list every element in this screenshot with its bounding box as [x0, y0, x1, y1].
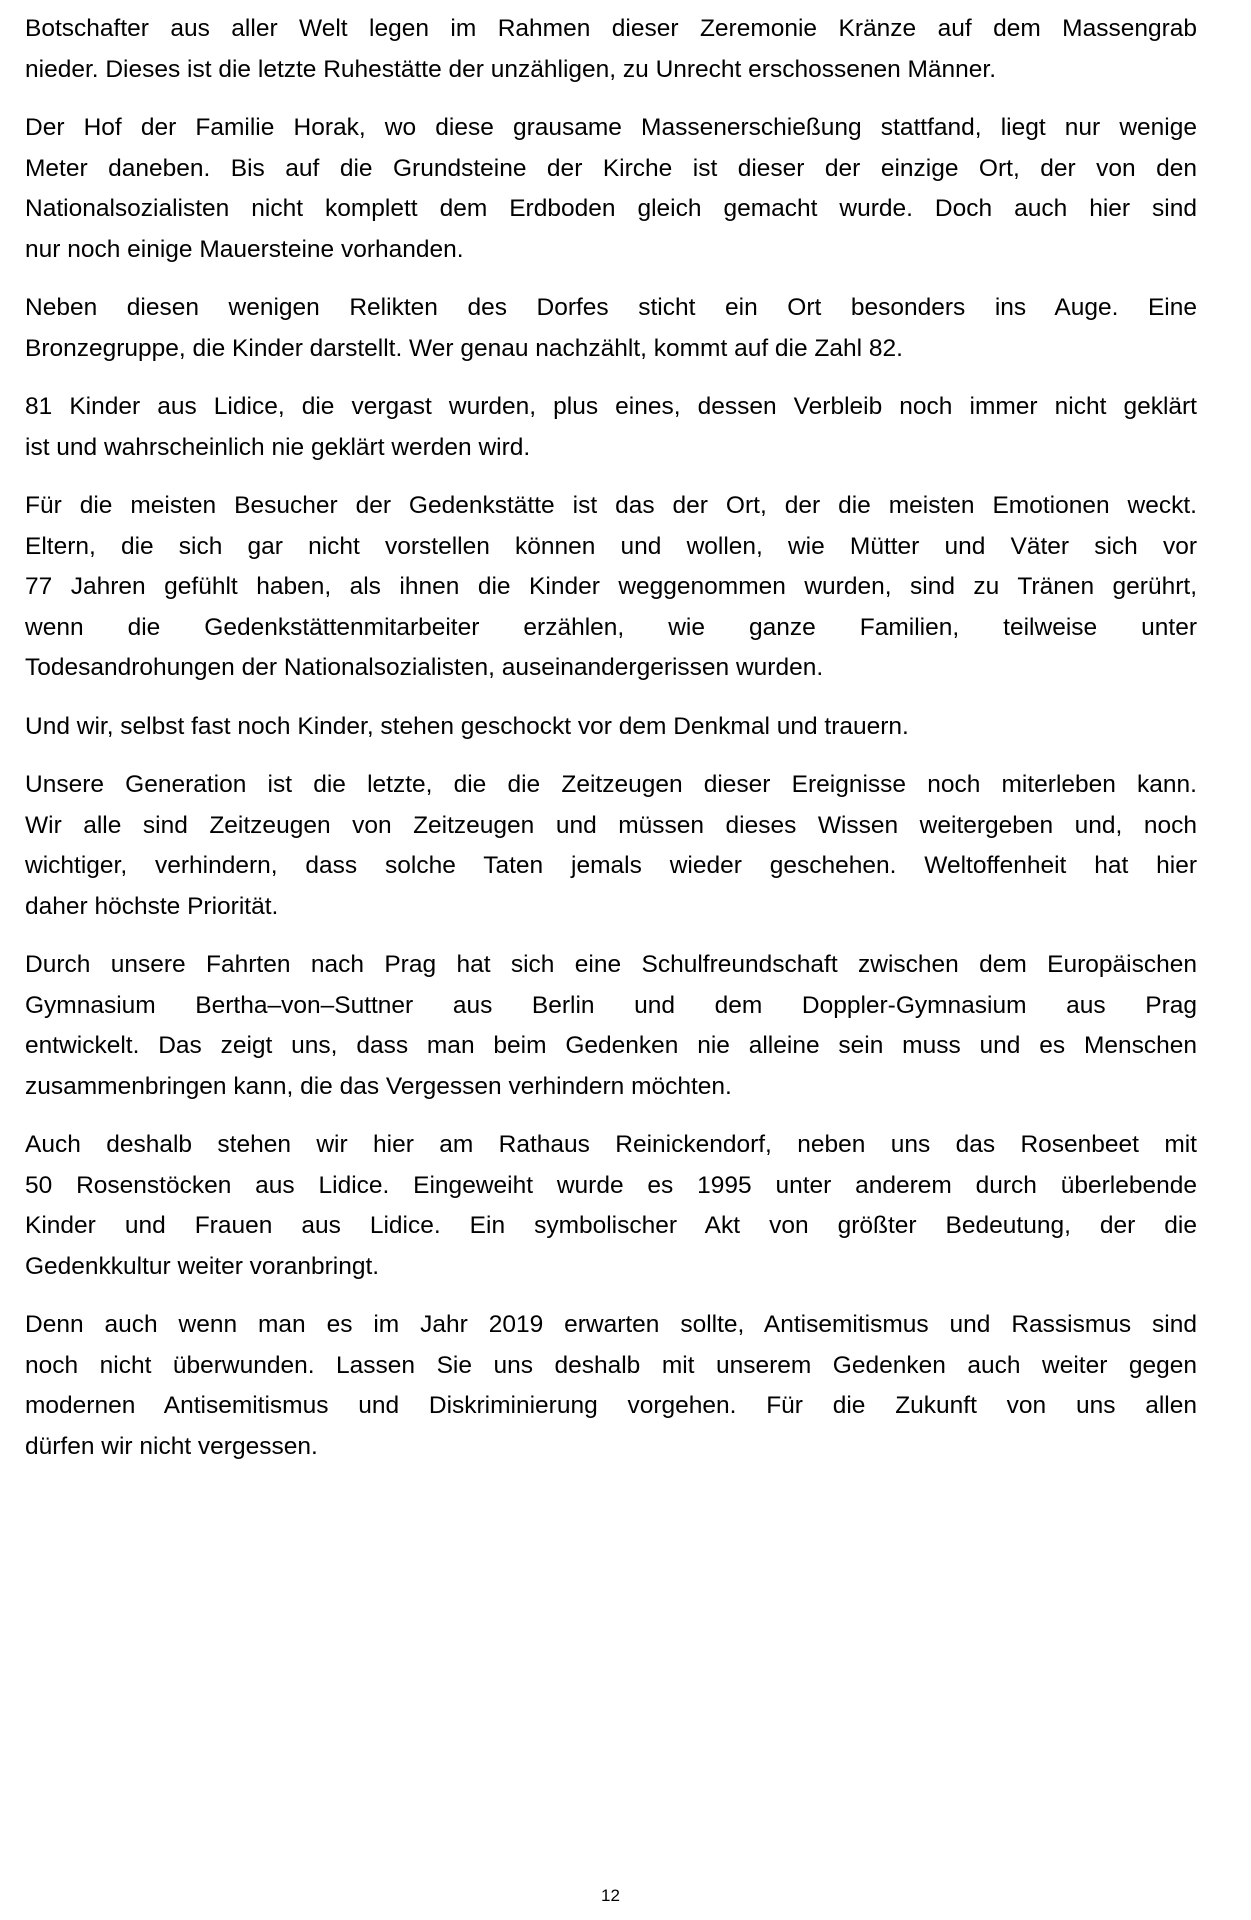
- text-line: wenn die Gedenkstättenmitarbeiter erzählen, wie ganze Familien, teilweise unter: [25, 613, 1197, 641]
- text-line: noch nicht überwunden. Lassen Sie uns deshalb mit unserem Gedenken auch weiter gegen: [25, 1351, 1197, 1379]
- text-line: Gymnasium Bertha–von–Suttner aus Berlin und dem Doppler-Gymnasium aus Prag: [25, 991, 1197, 1019]
- page-number: 12: [601, 1886, 620, 1905]
- text-line: zusammenbringen kann, die das Vergessen verhindern möchten.: [25, 1072, 732, 1100]
- text-line: Unsere Generation ist die letzte, die die Zeitzeugen dieser Ereignisse noch miterleben kann.: [25, 771, 1197, 798]
- paragraph: [25, 9, 1197, 90]
- document-body: [25, 9, 1197, 1485]
- text-line: daher höchste Priorität.: [25, 892, 279, 920]
- text-line: Todesandrohungen der Nationalsozialisten, auseinandergerissen wurden.: [25, 654, 824, 681]
- paragraph: [25, 387, 1197, 468]
- text-line: Für die meisten Besucher der Gedenkstätte ist das der Ort, der die meisten Emotionen weckt.: [25, 492, 1197, 519]
- text-line: Gedenkkultur weiter voranbringt.: [25, 1252, 380, 1280]
- text-line: modernen Antisemitismus und Diskriminierung vorgehen. Für die Zukunft von uns allen: [25, 1392, 1197, 1419]
- paragraph: [25, 108, 1197, 270]
- text-line: 77 Jahren gefühlt haben, als ihnen die Kinder weggenommen wurden, sind zu Tränen gerührt,: [25, 573, 1197, 600]
- page-number-footer: [0, 1886, 1251, 1906]
- paragraph: [25, 486, 1197, 689]
- text-line: Neben diesen wenigen Relikten des Dorfes sticht ein Ort besonders ins Auge. Eine: [25, 294, 1197, 321]
- text-line: entwickelt. Das zeigt uns, dass man beim Gedenken nie alleine sein muss und es Menschen: [25, 1032, 1197, 1059]
- text-line: ist und wahrscheinlich nie geklärt werden wird.: [25, 433, 531, 461]
- text-line: Wir alle sind Zeitzeugen von Zeitzeugen und müssen dieses Wissen weitergeben und, noch: [25, 811, 1197, 839]
- paragraph: [25, 288, 1197, 369]
- text-line: Auch deshalb stehen wir hier am Rathaus Reinickendorf, neben uns das Rosenbeet mit: [25, 1131, 1197, 1158]
- paragraph: [25, 707, 1197, 748]
- text-line: Bronzegruppe, die Kinder darstellt. Wer genau nachzählt, kommt auf die Zahl 82.: [25, 334, 903, 362]
- text-line: nieder. Dieses ist die letzte Ruhestätte der unzähligen, zu Unrecht erschossenen Männer.: [25, 55, 997, 83]
- paragraph: [25, 945, 1197, 1107]
- text-line: Kinder und Frauen aus Lidice. Ein symbolischer Akt von größter Bedeutung, der die: [25, 1212, 1197, 1239]
- text-line: Botschafter aus aller Welt legen im Rahmen dieser Zeremonie Kränze auf dem Massengrab: [25, 15, 1197, 42]
- paragraph: [25, 765, 1197, 927]
- paragraph: [25, 1305, 1197, 1467]
- text-line: 81 Kinder aus Lidice, die vergast wurden, plus eines, dessen Verbleib noch immer nicht geklärt: [25, 393, 1197, 420]
- text-line: Durch unsere Fahrten nach Prag hat sich eine Schulfreundschaft zwischen dem Europäischen: [25, 951, 1197, 978]
- paragraph: [25, 1125, 1197, 1287]
- text-line: Der Hof der Familie Horak, wo diese grausame Massenerschießung stattfand, liegt nur wenige: [25, 114, 1197, 141]
- text-line: Nationalsozialisten nicht komplett dem Erdboden gleich gemacht wurde. Doch auch hier sind: [25, 195, 1197, 222]
- text-line: nur noch einige Mauersteine vorhanden.: [25, 235, 464, 263]
- text-line: dürfen wir nicht vergessen.: [25, 1432, 318, 1460]
- text-line: 50 Rosenstöcken aus Lidice. Eingeweiht wurde es 1995 unter anderem durch überlebende: [25, 1171, 1197, 1199]
- text-line: Meter daneben. Bis auf die Grundsteine der Kirche ist dieser der einzige Ort, der von den: [25, 154, 1197, 182]
- text-line: Denn auch wenn man es im Jahr 2019 erwarten sollte, Antisemitismus und Rassismus sind: [25, 1311, 1197, 1338]
- text-line: Eltern, die sich gar nicht vorstellen können und wollen, wie Mütter und Väter sich vor: [25, 532, 1197, 560]
- text-line: Und wir, selbst fast noch Kinder, stehen geschockt vor dem Denkmal und trauern.: [25, 712, 909, 740]
- text-line: wichtiger, verhindern, dass solche Taten jemals wieder geschehen. Weltoffenheit hat hier: [25, 852, 1197, 879]
